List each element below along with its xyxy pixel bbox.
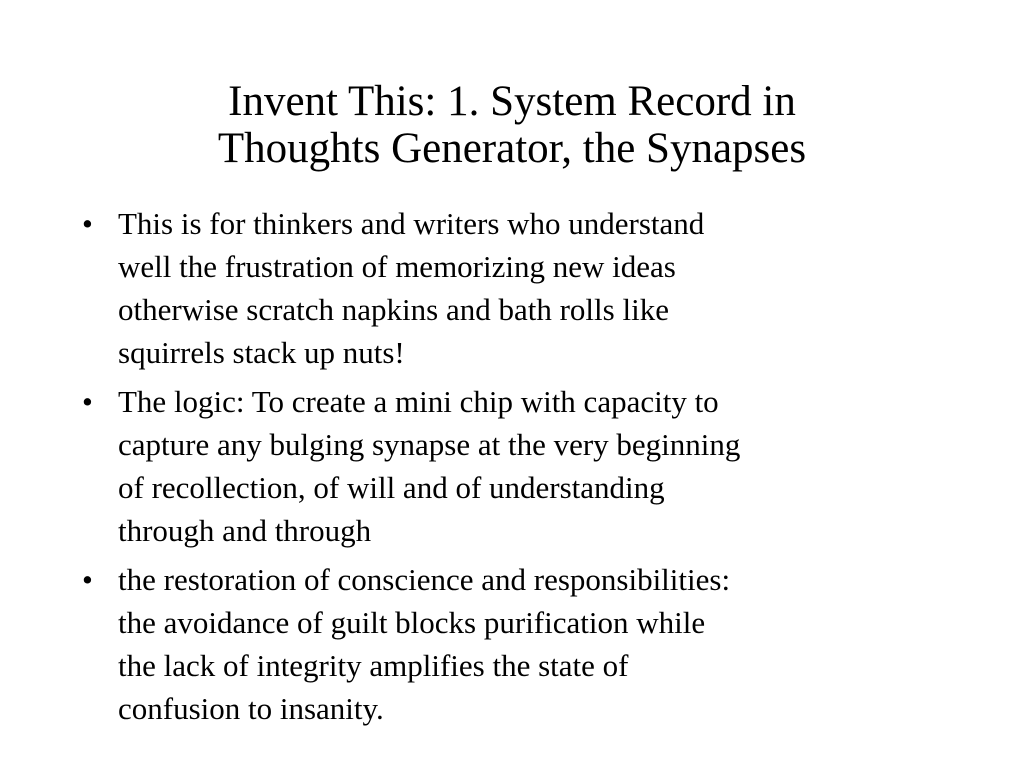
bullet-line: This is for thinkers and writers who understand <box>118 206 705 241</box>
slide-title <box>100 78 924 172</box>
bullet-line: The logic: To create a mini chip with capacity to <box>118 384 719 419</box>
bullet-item <box>76 202 956 374</box>
bullet-icon: • <box>82 206 93 241</box>
bullet-line: the restoration of conscience and responsibilities: <box>118 562 731 597</box>
bullet-line: squirrels stack up nuts! <box>118 335 405 370</box>
slide-title-line: Thoughts Generator, the Synapses <box>217 125 807 172</box>
bullet-line: well the frustration of memorizing new ideas <box>118 249 676 284</box>
bullet-line: the lack of integrity amplifies the state of <box>118 648 629 683</box>
bullet-line: the avoidance of guilt blocks purification while <box>118 605 706 640</box>
bullet-list <box>76 202 956 736</box>
bullet-item <box>76 380 956 552</box>
bullet-line: capture any bulging synapse at the very beginning <box>118 427 741 462</box>
bullet-item <box>76 558 956 730</box>
bullet-line: through and through <box>118 513 372 548</box>
bullet-icon: • <box>82 384 93 419</box>
bullet-line: confusion to insanity. <box>118 691 384 726</box>
bullet-line: of recollection, of will and of understanding <box>118 470 665 505</box>
bullet-line: otherwise scratch napkins and bath rolls like <box>118 292 669 327</box>
bullet-icon: • <box>82 562 93 597</box>
slide-title-line: Invent This: 1. System Record in <box>228 78 796 125</box>
